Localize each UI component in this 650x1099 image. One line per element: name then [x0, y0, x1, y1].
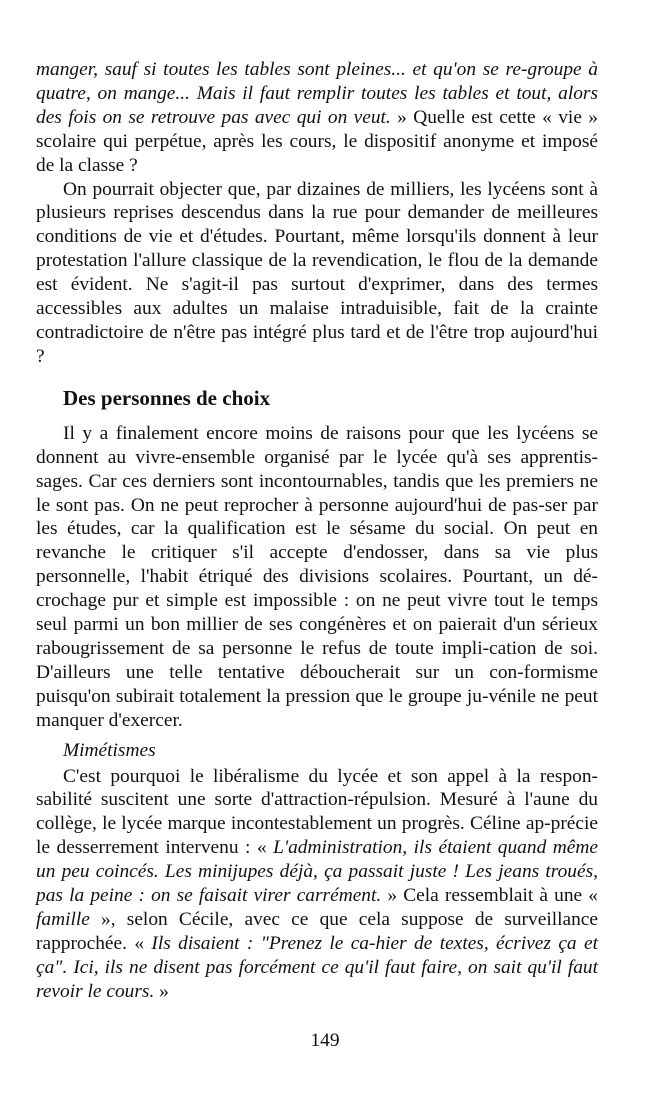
page-number: 149 — [310, 1030, 340, 1051]
page-body — [36, 58, 598, 1004]
paragraph-4-mid-2: », selon Cécile, avec ce que cela suppose de surveillance rapprochée. « — [36, 909, 598, 954]
paragraph-2: On pourrait objecter que, par dizaines de milliers, les lycéens sont à plusieurs reprises descendus dans la rue pour demander de meilleures conditions de vie et d'études. Pourtant, même lorsqu'ils donnent à leur protestation l'allure classique de la revendication, le flou de la demande est évident. Ne s'agit-il pas surtout d'exprimer, dans des termes accessibles aux adultes un malaise intraduisible, fait de la crainte contradictoire de n'être pas intégré plus tard et de l'être trop aujourd'hui ? — [36, 178, 598, 367]
famille-word: famille — [36, 909, 90, 930]
paragraph-4-mid-1: » Cela ressemblait à une « — [381, 885, 598, 907]
quote-continuation: manger, sauf si toutes les tables sont pleines... et qu'on se re-groupe à quatre, on mange... Mais il faut remplir toutes les tables et tout, alors des fois on se retrouve pas avec qui on veut. — [36, 59, 598, 128]
paragraph-4-end: » — [154, 980, 169, 1002]
subheading: Mimétismes — [63, 739, 156, 761]
paragraph-4-intro: C'est pourquoi le libéralisme du lycée et son appel à la respon-sabilité suscitent une sorte d'attraction-répulsion. Mesuré à l'aune du collège, le lycée marque incontestablement un progrès. Céline ap-précie le desserrement intervenu : « — [36, 765, 598, 859]
section-heading: Des personnes de choix — [63, 385, 271, 410]
quote-cecile: Ils disaient : "Prenez le ca-hier de textes, écrivez ça et ça". Ici, ils ne disent pas forcément ce qu'il faut faire, on sait qu'il faut revoir le cours. — [36, 932, 598, 1002]
paragraph-3: Il y a finalement encore moins de raisons pour que les lycéens se donnent au vivre-ensemble organisé par le lycée qu'à ses apprentis-sages. Car ces derniers sont incontournables, tandis que les premiers ne le sont pas. On ne peut reprocher à personne aujourd'hui de pas-ser par les études, car la qualification est le sésame du social. On peut en revanche le critiquer s'il accepte d'endosser, dans sa vie plus personnelle, l'habit étriqué des divisions scolaires. Pourtant, un dé-crochage pur et simple est impossible : on ne peut vivre tout le temps seul parmi un bon millier de ses congénères et on paierait d'un sérieux rabougrissement de sa personne le refus de toute impli-cation de soi. D'ailleurs une telle tentative déboucherait sur un con-formisme puisqu'on subirait totalement la pression que le groupe ju-vénile ne peut manquer d'exercer. — [36, 422, 598, 731]
paragraph-4 — [36, 765, 598, 1004]
paragraph-1 — [36, 58, 598, 178]
paragraph-1-text: » Quelle est cette « vie » scolaire qui perpétue, après les cours, le dispositif anonyme et imposé de la classe ? — [36, 106, 598, 176]
quote-celine: L'administration, ils étaient quand même un peu coincés. Les minijupes déjà, ça passait juste ! Les jeans troués, pas la peine : on se faisait virer carrément. — [36, 837, 598, 907]
